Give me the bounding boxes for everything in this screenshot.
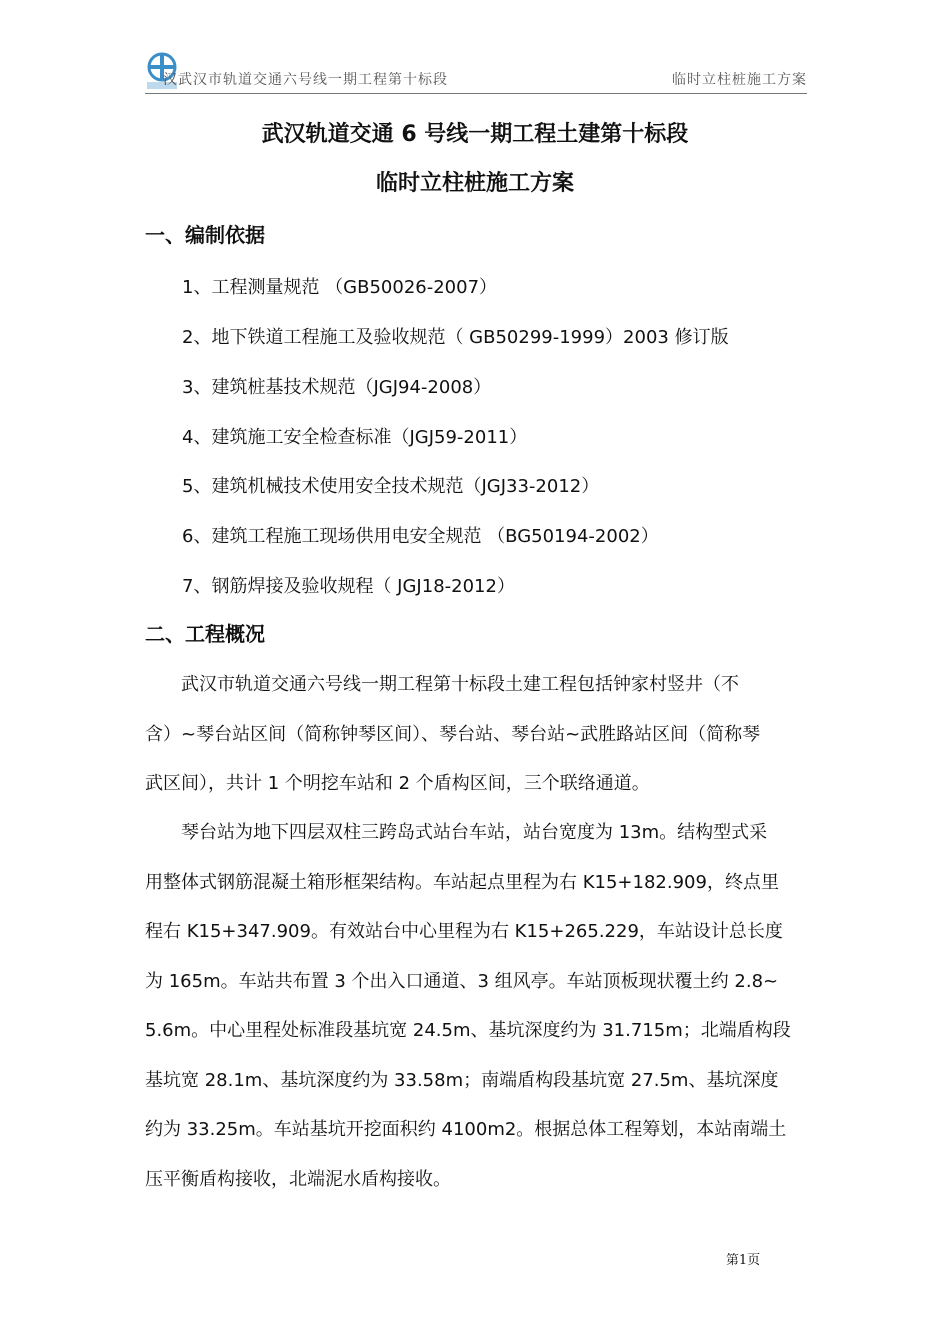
page-number: 第1页 bbox=[725, 1253, 761, 1268]
paragraph-line: 武区间），共计 1 个明挖车站和 2 个盾构区间，三个联络通道。 bbox=[145, 773, 650, 794]
reference-item: 3、建筑桩基技术规范（JGJ94-2008） bbox=[182, 377, 492, 398]
paragraph-line: 程右 K15+347.909。有效站台中心里程为右 K15+265.229，车站设计总长度 bbox=[145, 921, 783, 942]
reference-item: 1、工程测量规范 （GB50026-2007） bbox=[182, 277, 498, 298]
overview-paragraph-1 bbox=[145, 660, 807, 809]
paragraph-line: 用整体式钢筋混凝土箱形框架结构。车站起点里程为右 K15+182.909，终点里 bbox=[145, 871, 779, 893]
paragraph-line: 为 165m。车站共布置 3 个出入口通道、3 组风亭。车站顶板现状覆土约 2.8~ bbox=[145, 970, 779, 992]
document-title-line1: 武汉轨道交通 6 号线一期工程土建第十标段 bbox=[261, 122, 689, 147]
section-heading-basis: 一、编制依据 bbox=[145, 223, 265, 247]
reference-item: 2、地下铁道工程施工及验收规范（ GB50299-1999）2003 修订版 bbox=[182, 327, 729, 348]
header-document-name: 临时立柱桩施工方案 bbox=[672, 72, 807, 88]
overview-paragraph-2 bbox=[145, 808, 807, 1204]
page-footer bbox=[0, 1249, 950, 1268]
reference-item: 4、建筑施工安全检查标准（JGJ59-2011） bbox=[182, 427, 528, 448]
header-divider bbox=[145, 93, 807, 94]
reference-item: 7、钢筋焊接及验收规程（ JGJ18-2012） bbox=[182, 576, 515, 597]
reference-item: 6、建筑工程施工现场供用电安全规范 （BG50194-2002） bbox=[182, 526, 659, 547]
page-header bbox=[145, 52, 807, 94]
paragraph-line: 压平衡盾构接收，北端泥水盾构接收。 bbox=[145, 1168, 451, 1190]
header-project-name: 汉武汉市轨道交通六号线一期工程第十标段 bbox=[163, 72, 448, 88]
section-heading-overview: 二、工程概况 bbox=[145, 622, 265, 646]
paragraph-line: 含）~琴台站区间（简称钟琴区间）、琴台站、琴台站~武胜路站区间（简称琴 bbox=[145, 723, 761, 745]
paragraph-line: 武汉市轨道交通六号线一期工程第十标段土建工程包括钟家村竖井（不 bbox=[145, 674, 739, 695]
paragraph-line: 琴台站为地下四层双柱三跨岛式站台车站，站台宽度为 13m。结构型式采 bbox=[145, 822, 768, 843]
paragraph-line: 基坑宽 28.1m、基坑深度约为 33.58m；南端盾构段基坑宽 27.5m、基坑深度 bbox=[145, 1069, 779, 1091]
paragraph-line: 约为 33.25m。车站基坑开挖面积约 4100m2。根据总体工程筹划，本站南端土 bbox=[145, 1119, 787, 1140]
paragraph-line: 5.6m。中心里程处标准段基坑宽 24.5m、基坑深度约为 31.715m；北端盾构段 bbox=[145, 1020, 791, 1041]
reference-item: 5、建筑机械技术使用安全技术规范（JGJ33-2012） bbox=[182, 476, 600, 497]
document-title-line2: 临时立柱桩施工方案 bbox=[375, 171, 574, 196]
